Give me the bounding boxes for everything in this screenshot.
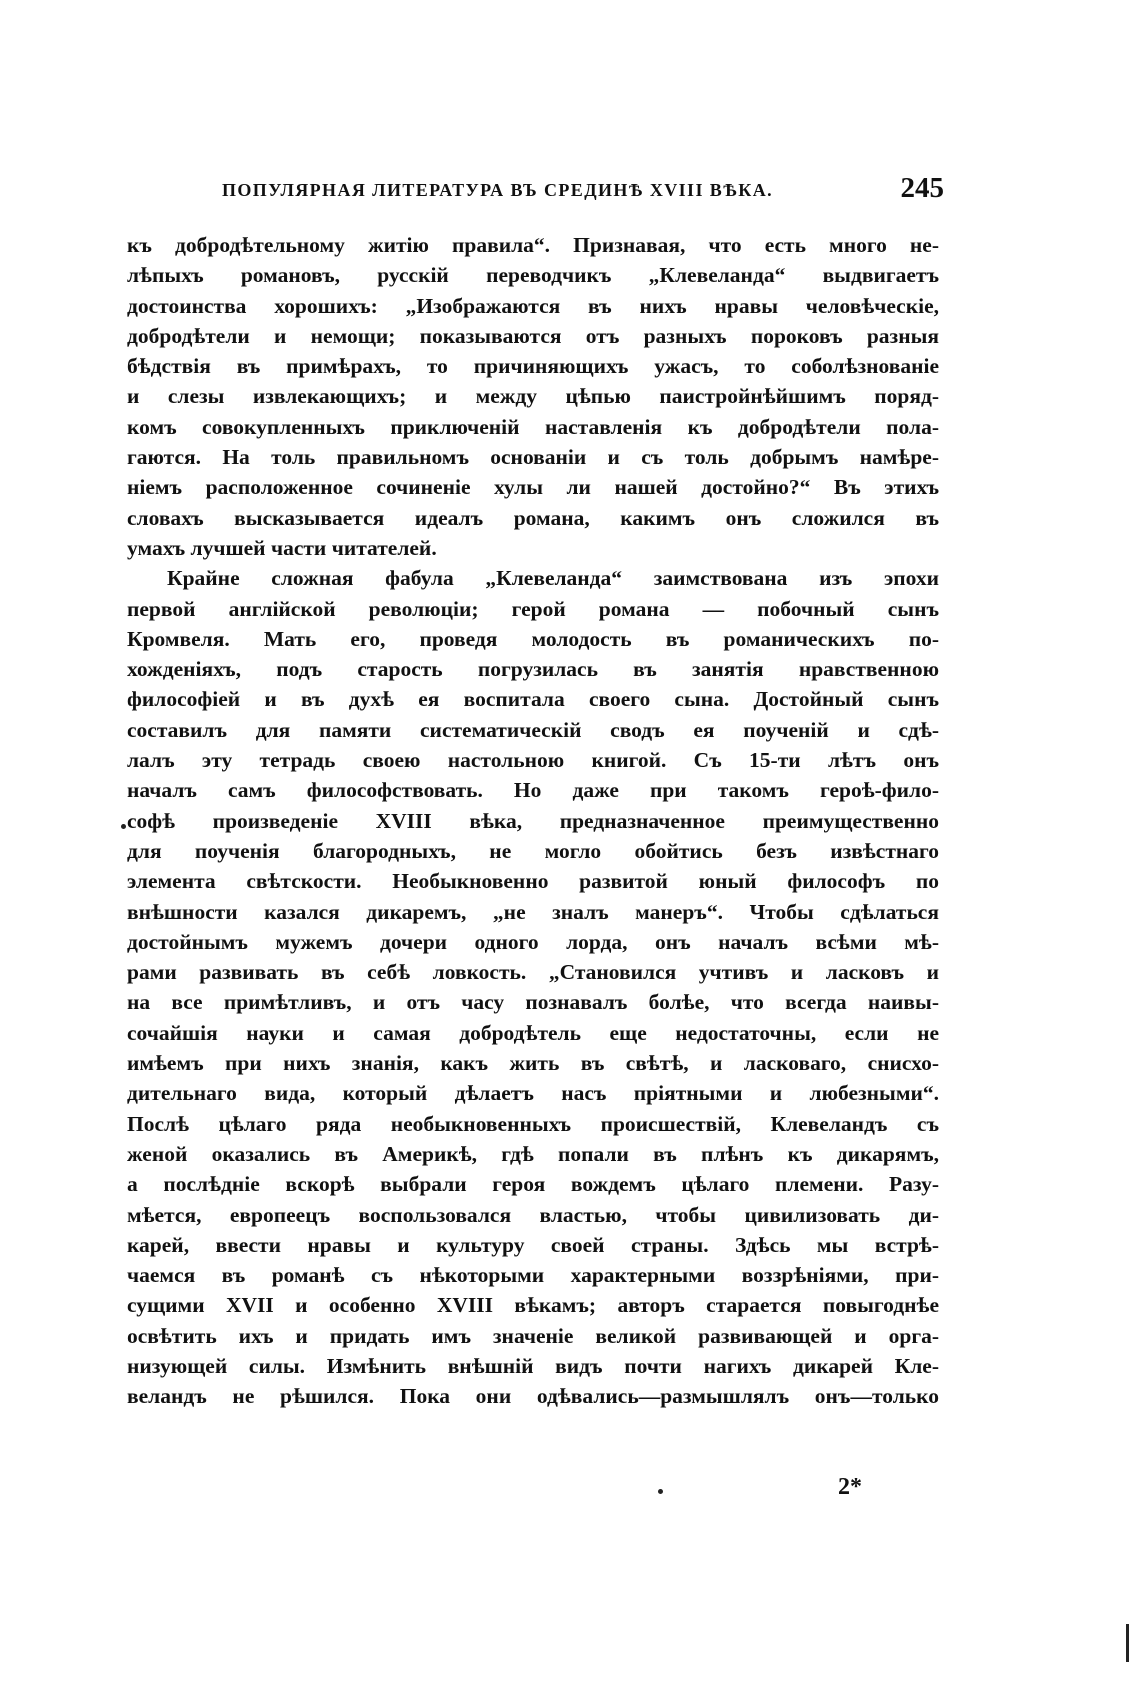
text-line: ніемъ расположенное сочиненіе хулы ли нашей достойно?“ Въ этихъ [127,475,939,500]
text-line: словахъ высказывается идеалъ романа, какимъ онъ сложился въ [127,505,939,530]
text-line: комъ совокупленныхъ приключеній наставленія къ добродѣтели пола- [127,414,939,439]
text-line: освѣтить ихъ и придать имъ значеніе великой развивающей и орга- [127,1323,939,1348]
text-line: лѣпыхъ романовъ, русскій переводчикъ „Клевеланда“ выдвигаетъ [127,263,939,288]
text-line: Послѣ цѣлаго ряда необыкновенныхъ происшествій, Клевеландъ съ [127,1111,939,1136]
scan-edge-mark [1126,1624,1129,1662]
text-line: сочайшія науки и самая добродѣтель еще недостаточны, если не [127,1020,939,1045]
text-line: составилъ для памяти систематическій сводъ ея поученій и сдѣ- [127,717,939,742]
text-line: софѣ произведеніе XVIII вѣка, предназначенное преимущественно [127,808,939,833]
text-line: мѣется, европеецъ воспользовался властью, чтобы цивилизовать ди- [127,1202,939,1227]
text-line: умахъ лучшей части читателей. [127,535,437,560]
running-head [222,172,944,212]
running-title: ПОПУЛЯРНАЯ ЛИТЕРАТУРА ВЪ СРЕДИНѢ XVIII ВѢКА. [222,180,774,200]
text-line: философіей и въ духѣ ея воспитала своего сына. Достойный сынъ [127,687,939,712]
text-line: достоинства хорошихъ: „Изображаются въ нихъ нравы человѣческіе, [127,293,939,318]
text-line: добродѣтели и немощи; показываются отъ разныхъ пороковъ разныя [127,323,939,348]
text-line: рами развивать въ себѣ ловкость. „Становился учтивъ и ласковъ и [127,960,939,985]
text-line: Крайне сложная фабула „Клевеланда“ заимствована изъ эпохи [167,566,939,591]
text-line: сущими XVII и особенно XVIII вѣкамъ; авторъ старается повыгоднѣе [127,1293,939,1318]
text-line: и слезы извлекающихъ; и между цѣпью паистройнѣйшимъ поряд- [127,384,939,409]
text-line: первой англійской революціи; герой романа — побочный сынъ [127,596,939,621]
text-line: чаемся въ романѣ съ нѣкоторыми характерными воззрѣніями, при- [127,1263,939,1288]
text-line: къ добродѣтельному житію правила“. Признавая, что есть много не- [127,233,939,257]
text-line: на все примѣтливъ, и отъ часу познавалъ болѣе, что всегда наивы- [127,990,939,1015]
body-text [127,230,939,1412]
text-line: элемента свѣтскости. Необыкновенно развитой юный философъ по [127,869,939,894]
text-line: внѣшности казался дикаремъ, „не зналъ манеръ“. Чтобы сдѣлаться [127,899,939,924]
text-line: лалъ эту тетрадь своею настольною книгой. Съ 15-ти лѣтъ онъ [127,748,939,773]
page-number: 245 [900,172,944,204]
text-line: имѣемъ при нихъ знанія, какъ жить въ свѣтѣ, и ласковаго, снисхо- [127,1051,939,1076]
signature-mark: 2* [838,1474,862,1500]
text-line: карей, ввести нравы и культуру своей страны. Здѣсь мы встрѣ- [127,1232,939,1257]
ink-speck [121,824,126,829]
text-line: низующей силы. Измѣнить внѣшній видъ почти нагихъ дикарей Кле- [127,1353,939,1378]
text-line: гаются. На толь правильномъ основаніи и съ толь добрымъ намѣре- [127,445,939,470]
text-line: Кромвеля. Мать его, проведя молодость въ романическихъ по- [127,626,939,651]
text-line: бѣдствія въ примѣрахъ, то причиняющихъ ужасъ, то соболѣзнованіе [127,354,939,379]
text-line: хожденіяхъ, подъ старость погрузилась въ занятія нравственною [127,657,939,682]
text-line: достойнымъ мужемъ дочери одного лорда, онъ началъ всѣми мѣ- [127,929,939,954]
text-line: дительнаго вида, который дѣлаетъ насъ пріятными и любезными“. [127,1081,939,1106]
text-line: для поученія благородныхъ, не могло обойтись безъ извѣстнаго [127,838,939,863]
text-line: началъ самъ философствовать. Но даже при такомъ героѣ-фило- [127,778,939,803]
text-line: веландъ не рѣшился. Пока они одѣвались—размышлялъ онъ—только [127,1384,939,1409]
text-line: женой оказались въ Америкѣ, гдѣ попали въ плѣнъ къ дикарямъ, [127,1141,939,1166]
text-line: а послѣдніе вскорѣ выбрали героя вождемъ цѣлаго племени. Разу- [127,1172,939,1197]
ink-speck [658,1489,663,1494]
